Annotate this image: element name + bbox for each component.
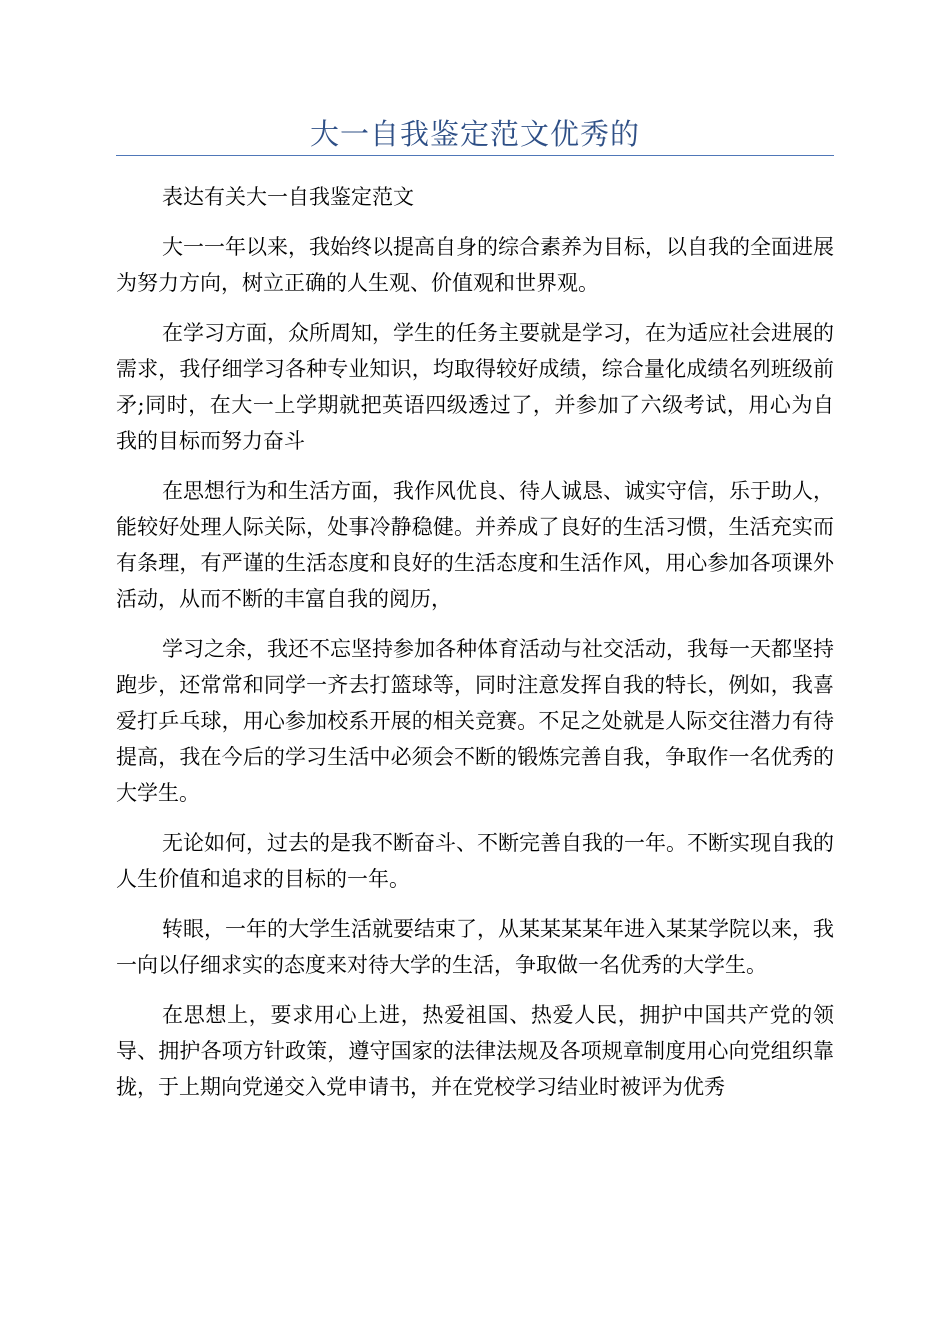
document-subtitle: 表达有关大一自我鉴定范文 [162, 185, 414, 209]
paragraph-5: 无论如何，过去的是我不断奋斗、不断完善自我的一年。不断实现自我的人生价值和追求的目标的一年。 [116, 831, 834, 891]
paragraph-6: 转眼，一年的大学生活就要结束了，从某某某某年进入某某学院以来，我一向以仔细求实的态度来对待大学的生活，争取做一名优秀的大学生。 [116, 917, 834, 977]
paragraph-2: 在学习方面，众所周知，学生的任务主要就是学习，在为适应社会进展的需求，我仔细学习各种专业知识，均取得较好成绩，综合量化成绩名列班级前矛;同时，在大一上学期就把英语四级透过了，并参加了六级考试，用心为自我的目标而努力奋斗 [116, 321, 834, 453]
paragraph-3: 在思想行为和生活方面，我作风优良、待人诚恳、诚实守信，乐于助人，能较好处理人际关际，处事冷静稳健。并养成了良好的生活习惯，生活充实而有条理，有严谨的生活态度和良好的生活态度和生活作风，用心参加各项课外活动，从而不断的丰富自我的阅历， [116, 479, 834, 611]
document-title: 大一自我鉴定范文优秀的 [309, 117, 640, 151]
paragraph-7: 在思想上，要求用心上进，热爱祖国、热爱人民，拥护中国共产党的领导、拥护各项方针政策，遵守国家的法律法规及各项规章制度用心向党组织靠拢，于上期向党递交入党申请书，并在党校学习结业时被评为优秀 [116, 1003, 834, 1099]
paragraph-1: 大一一年以来，我始终以提高自身的综合素养为目标，以自我的全面进展为努力方向，树立正确的人生观、价值观和世界观。 [116, 235, 834, 295]
title-underline [116, 155, 834, 156]
document-page [116, 0, 834, 1105]
paragraph-4: 学习之余，我还不忘坚持参加各种体育活动与社交活动，我每一天都坚持跑步，还常常和同学一齐去打篮球等，同时注意发挥自我的特长，例如，我喜爱打乒乓球，用心参加校系开展的相关竞赛。不足之处就是人际交往潜力有待提高，我在今后的学习生活中必须会不断的锻炼完善自我，争取作一名优秀的大学生。 [116, 637, 834, 805]
